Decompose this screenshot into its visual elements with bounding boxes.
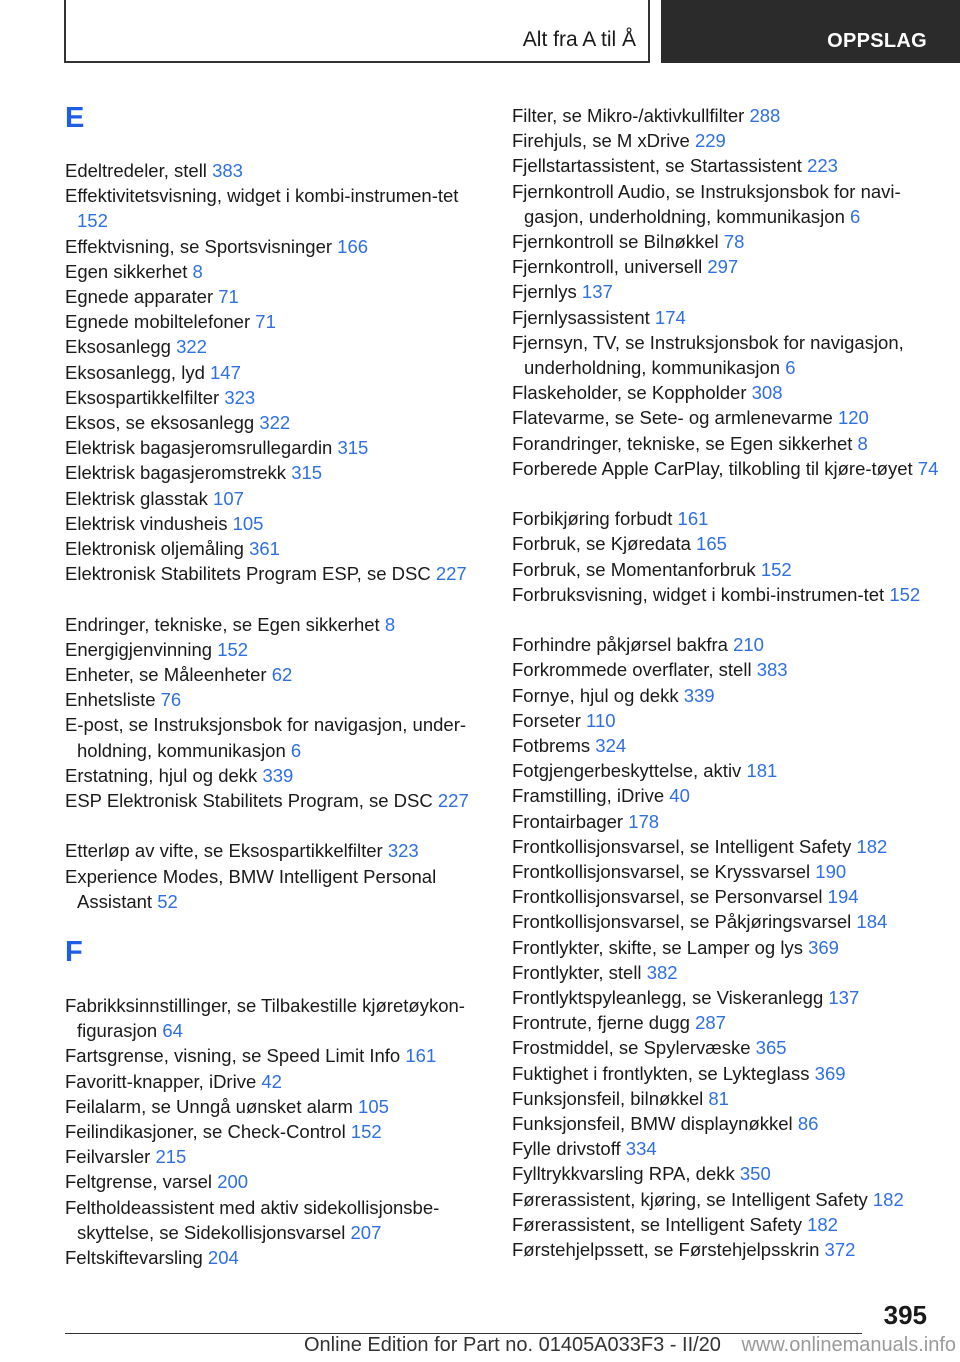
index-entry-text: Fjernkontroll se Bilnøkkel — [512, 231, 724, 252]
index-entry-text: ESP Elektronisk Stabilitets Program, se DSC — [65, 790, 438, 811]
index-entry-page-link[interactable]: 182 — [872, 1188, 904, 1210]
index-entry-text: Flatevarme, se Sete- og armlenevarme — [512, 407, 838, 429]
index-entry — [65, 1043, 492, 1068]
index-entry — [512, 985, 939, 1010]
index-entry-page-link[interactable]: 76 — [160, 689, 182, 711]
index-entry-text: Førstehjelpssett, se Førstehjelpsskrin — [512, 1239, 825, 1260]
index-entry-text: Erstatning, hjul og dekk — [65, 764, 263, 786]
index-entry — [512, 1061, 939, 1086]
index-entry-text: Funksjonsfeil, BMW displaynøkkel — [512, 1113, 798, 1134]
index-entry — [512, 1086, 939, 1111]
index-entry-text: Fylltrykkvarsling RPA, dekk — [512, 1163, 740, 1185]
index-entry-text: Edeltredeler, stell — [65, 160, 213, 181]
index-entry-page-link[interactable]: 81 — [708, 1087, 729, 1109]
index-entry — [512, 783, 939, 808]
index-entry-text: Favoritt-knapper, iDrive — [65, 1070, 262, 1092]
index-entry-text: Frontlykter, stell — [512, 961, 647, 983]
index-entry — [65, 864, 492, 914]
index-entry — [512, 456, 939, 481]
index-entry — [512, 229, 939, 254]
section-tab-label: OPPSLAG — [827, 30, 927, 52]
index-entry — [65, 662, 492, 687]
index-entry — [65, 1094, 492, 1119]
index-entry — [65, 838, 492, 863]
index-entry-page-link[interactable]: 71 — [255, 311, 276, 333]
index-entry — [65, 385, 492, 410]
index-entry-text: Fjellstartassistent, se Startassistent — [512, 155, 808, 177]
index-entry-page-link[interactable]: 161 — [677, 508, 709, 530]
index-entry — [512, 657, 939, 682]
section-letter-f: F — [65, 936, 83, 968]
index-entry-page-link[interactable]: 74 — [917, 457, 939, 479]
index-entry-text: Feltskiftevarsling — [65, 1247, 208, 1268]
index-entry-page-link[interactable]: 64 — [162, 1020, 183, 1042]
index-entry-page-link[interactable]: 166 — [337, 235, 369, 257]
index-entry — [512, 708, 939, 733]
footer-watermark: www.onlinemanuals.info — [741, 1334, 956, 1356]
index-entry-text: Flaskeholder, se Koppholder — [512, 382, 752, 404]
index-entry-page-link[interactable]: 181 — [746, 760, 778, 782]
index-entry-text: Forbruk, se Kjøredata — [512, 533, 697, 555]
index-entry-page-link[interactable]: 223 — [807, 155, 838, 177]
index-entry-text: Fjernlys — [512, 281, 582, 303]
index-entry — [512, 1010, 939, 1035]
index-entry — [65, 183, 492, 233]
index-entry — [512, 1035, 939, 1060]
index-entry-page-link[interactable]: 297 — [707, 256, 739, 278]
index-entry-text: Egnede apparater — [65, 286, 219, 307]
index-entry-page-link[interactable]: 288 — [749, 105, 781, 126]
index-entry-page-link[interactable]: 372 — [824, 1239, 856, 1260]
index-entry-page-link[interactable]: 71 — [218, 286, 239, 307]
index-entry — [512, 380, 939, 405]
index-entry — [512, 531, 939, 556]
index-entry — [512, 809, 939, 834]
index-entry-page-link[interactable]: 6 — [785, 357, 796, 378]
index-entry-text: Eksos, se eksosanlegg — [65, 412, 260, 433]
index-entry — [65, 993, 492, 1043]
index-entry-page-link[interactable]: 322 — [259, 412, 291, 433]
index-entry — [512, 1136, 939, 1161]
index-entry-page-link[interactable]: 120 — [837, 407, 869, 429]
index-entry-page-link[interactable]: 323 — [387, 840, 419, 862]
index-entry-text: Egen sikkerhet — [65, 260, 193, 282]
index-entry-page-link[interactable]: 152 — [760, 558, 792, 580]
index-entry — [512, 1212, 939, 1237]
index-entry-text: Elektrisk bagasjeromsrullegardin — [65, 437, 338, 459]
index-entry-page-link[interactable]: 229 — [694, 130, 726, 152]
index-entry-page-link[interactable]: 6 — [290, 739, 302, 761]
index-entry-page-link[interactable]: 178 — [628, 810, 660, 832]
index-entry — [512, 859, 939, 884]
index-entry-page-link[interactable]: 174 — [654, 306, 686, 328]
index-entry-text: Framstilling, iDrive — [512, 785, 670, 807]
header-title: Alt fra A til Å — [522, 28, 636, 51]
index-entry — [512, 506, 939, 531]
page-number: 395 — [883, 1300, 927, 1330]
index-entry — [512, 128, 939, 153]
index-entry — [512, 305, 939, 330]
index-entry-page-link[interactable]: 62 — [271, 664, 293, 685]
index-entry-text: Forhindre påkjørsel bakfra — [512, 634, 734, 656]
index-entry-text: Funksjonsfeil, bilnøkkel — [512, 1087, 709, 1109]
index-entry — [65, 536, 492, 561]
index-entry-page-link[interactable]: 152 — [350, 1121, 382, 1142]
index-entry — [65, 158, 492, 183]
index-entry-page-link[interactable]: 137 — [581, 281, 613, 303]
index-entry-text: Fornye, hjul og dekk — [512, 684, 684, 706]
index-entry-text: Eksosanlegg — [65, 336, 177, 358]
index-entry — [512, 834, 939, 859]
index-entry — [512, 884, 939, 909]
index-entry-page-link[interactable]: 40 — [669, 785, 690, 807]
index-entry-page-link[interactable]: 322 — [176, 336, 207, 358]
index-entry — [512, 330, 939, 380]
section-letter-e: E — [65, 102, 85, 134]
index-entry-text: Forbikjøring forbudt — [512, 508, 678, 530]
index-entry-page-link[interactable]: 207 — [350, 1221, 382, 1243]
index-entry — [512, 431, 939, 456]
index-entry — [65, 1169, 492, 1194]
index-entry-page-link[interactable]: 182 — [807, 1213, 838, 1235]
index-entry-page-link[interactable]: 383 — [756, 659, 788, 681]
index-entry-page-link[interactable]: 184 — [856, 911, 888, 933]
index-entry-page-link[interactable]: 152 — [77, 210, 108, 232]
index-entry-text: Forkrommede overflater, stell — [512, 659, 757, 681]
index-entry — [65, 511, 492, 536]
index-entry — [65, 1144, 492, 1169]
index-entry — [65, 486, 492, 511]
index-entry-page-link[interactable]: 52 — [157, 890, 178, 912]
index-entry-text: E-post, se Instruksjonsbok for navigasjon, under-holdning, kommunikasjon — [65, 714, 467, 761]
index-entry-text: Fabrikksinnstillinger, se Tilbakestille kjøretøykon-figurasjon — [65, 995, 465, 1042]
index-entry — [512, 632, 939, 657]
index-entry-text: Frontlyktspyleanlegg, se Viskeranlegg — [512, 987, 829, 1008]
index-entry — [512, 935, 939, 960]
index-entry-text: Forbruk, se Momentanforbruk — [512, 558, 761, 580]
index-entry — [512, 758, 939, 783]
index-entry-text: Feilindikasjoner, se Check-Control — [65, 1121, 351, 1142]
index-entry-text: Frontairbager — [512, 810, 629, 832]
index-entry-page-link[interactable]: 324 — [595, 735, 627, 756]
index-entry-page-link[interactable]: 86 — [797, 1113, 819, 1134]
index-entry — [65, 360, 492, 385]
index-entry-page-link[interactable]: 369 — [814, 1062, 846, 1084]
index-entry-text: Enheter, se Måleenheter — [65, 664, 272, 685]
index-entry-text: Enhetsliste — [65, 689, 161, 711]
index-entry-page-link[interactable]: 350 — [739, 1163, 771, 1185]
index-entry — [65, 1195, 492, 1245]
index-entry-page-link[interactable]: 334 — [625, 1138, 657, 1160]
index-entry-text: Frostmiddel, se Spylervæske — [512, 1037, 756, 1059]
index-entry — [65, 561, 492, 586]
index-entry-page-link[interactable]: 190 — [815, 861, 847, 882]
index-entry — [65, 712, 492, 762]
index-entry — [65, 788, 492, 813]
index-entry-page-link[interactable]: 383 — [212, 160, 243, 181]
index-entry-text: Fotgjengerbeskyttelse, aktiv — [512, 760, 747, 782]
index-entry-page-link[interactable]: 227 — [435, 563, 467, 585]
index-entry-text: Effektvisning, se Sportsvisninger — [65, 235, 338, 257]
index-entry-page-link[interactable]: 204 — [207, 1247, 239, 1268]
section-tab-oppslag[interactable] — [661, 0, 960, 63]
index-entry-page-link[interactable]: 339 — [262, 764, 294, 786]
index-entry-text: Fjernlysassistent — [512, 306, 655, 328]
index-entry — [512, 909, 939, 934]
index-entry-text: Forandringer, tekniske, se Egen sikkerhet — [512, 432, 858, 454]
index-entry-text: Feilvarsler — [65, 1146, 156, 1168]
index-entry-text: Forseter — [512, 709, 587, 731]
index-entry — [65, 1245, 492, 1270]
index-entry-text: Frontlykter, skifte, se Lamper og lys — [512, 936, 809, 958]
footer-edition-text: Online Edition for Part no. 01405A033F3 - II/20 — [304, 1334, 721, 1356]
index-entry-text: Førerassistent, kjøring, se Intelligent Safety — [512, 1188, 873, 1210]
index-entry-page-link[interactable]: 137 — [828, 987, 860, 1008]
index-entry — [512, 1111, 939, 1136]
index-entry-text: Frontkollisjonsvarsel, se Intelligent Safety — [512, 835, 857, 857]
index-entry-text: Elektronisk Stabilitets Program ESP, se DSC — [65, 563, 436, 585]
index-entry-page-link[interactable]: 6 — [850, 205, 861, 227]
index-entry-page-link[interactable]: 147 — [210, 361, 241, 383]
index-entry-text: Egnede mobiltelefoner — [65, 311, 256, 333]
index-entry-page-link[interactable]: 42 — [261, 1070, 282, 1092]
header-title-box — [64, 0, 650, 63]
index-entry — [512, 405, 939, 430]
index-entry — [65, 334, 492, 359]
index-entry — [65, 259, 492, 284]
index-entry-page-link[interactable]: 107 — [213, 487, 244, 509]
index-entry-page-link[interactable]: 78 — [723, 231, 745, 252]
index-entry-page-link[interactable]: 105 — [358, 1095, 389, 1117]
index-entry-text: Frontkollisjonsvarsel, se Personvarsel — [512, 886, 828, 908]
index-entry-page-link[interactable]: 382 — [646, 961, 678, 983]
index-entry — [65, 410, 492, 435]
index-entry-text: Feltholdeassistent med aktiv sidekollisjonsbe-skyttelse, se Sidekollisjonsvarsel — [65, 1196, 440, 1243]
index-entry-page-link[interactable]: 8 — [857, 432, 868, 454]
index-entry-text: Eksospartikkelfilter — [65, 386, 225, 408]
index-entry — [65, 435, 492, 460]
index-entry — [512, 254, 939, 279]
index-entry-text: Fjernsyn, TV, se Instruksjonsbok for navigasjon, underholdning, kommunikasjon — [512, 331, 904, 378]
index-entry-page-link[interactable]: 308 — [751, 382, 783, 404]
index-entry-page-link[interactable]: 165 — [696, 533, 727, 555]
index-entry-page-link[interactable]: 194 — [827, 886, 859, 908]
index-entry — [512, 733, 939, 758]
index-entry-page-link[interactable]: 365 — [755, 1037, 787, 1059]
index-entry — [65, 612, 492, 637]
index-entry-page-link[interactable]: 215 — [155, 1146, 187, 1168]
index-entry — [512, 153, 939, 178]
index-entry-text: Elektrisk vindusheis — [65, 512, 233, 534]
index-entry — [512, 1237, 939, 1262]
index-entry — [65, 1069, 492, 1094]
index-entry — [65, 1119, 492, 1144]
index-entry-text: Elektronisk oljemåling — [65, 538, 250, 559]
index-entry-text: Fartsgrense, visning, se Speed Limit Info — [65, 1045, 406, 1067]
index-entry — [512, 582, 939, 607]
index-entry-text: Etterløp av vifte, se Eksospartikkelfilter — [65, 840, 388, 862]
index-entry-text: Forberede Apple CarPlay, tilkobling til kjøre-tøyet — [512, 457, 918, 479]
index-entry-page-link[interactable]: 210 — [733, 634, 764, 656]
index-entry — [65, 309, 492, 334]
index-entry-page-link[interactable]: 8 — [192, 260, 203, 282]
index-entry-text: Effektivitetsvisning, widget i kombi-instrumen-tet — [65, 185, 459, 207]
index-entry-text: Fjernkontroll Audio, se Instruksjonsbok for navi-gasjon, underholdning, kommunikasjon — [512, 180, 901, 227]
index-entry-page-link[interactable]: 287 — [695, 1012, 726, 1034]
index-entry-text: Frontkollisjonsvarsel, se Kryssvarsel — [512, 861, 816, 882]
index-entry-text: Eksosanlegg, lyd — [65, 361, 211, 383]
index-entry — [512, 179, 939, 229]
index-entry-page-link[interactable]: 152 — [889, 583, 921, 605]
index-entry-text: Endringer, tekniske, se Egen sikkerhet — [65, 613, 385, 635]
index-entry-page-link[interactable]: 152 — [217, 638, 249, 660]
index-entry-page-link[interactable]: 361 — [249, 538, 280, 559]
index-entry — [512, 1161, 939, 1186]
index-entry-text: Frontrute, fjerne dugg — [512, 1012, 696, 1034]
index-entry-text: Feltgrense, varsel — [65, 1171, 218, 1193]
index-entry-text: Elektrisk glasstak — [65, 487, 214, 509]
index-entry — [65, 637, 492, 662]
index-entry-text: Fuktighet i frontlykten, se Lykteglass — [512, 1062, 815, 1084]
index-entry-page-link[interactable]: 8 — [384, 613, 396, 635]
index-entry-text: Elektrisk bagasjeromstrekk — [65, 462, 292, 484]
index-entry — [512, 683, 939, 708]
index-entry-text: Experience Modes, BMW Intelligent Personal Assistant — [65, 865, 437, 912]
index-entry-page-link[interactable]: 339 — [683, 684, 715, 706]
index-entry — [512, 279, 939, 304]
index-entry — [512, 557, 939, 582]
index-entry-page-link[interactable]: 369 — [808, 936, 839, 958]
index-entry-page-link[interactable]: 315 — [291, 462, 323, 484]
index-entry-text: Fylle drivstoff — [512, 1138, 626, 1160]
index-entry-page-link[interactable]: 161 — [405, 1045, 437, 1067]
index-entry-text: Filter, se Mikro-/aktivkullfilter — [512, 105, 750, 126]
index-entry-page-link[interactable]: 200 — [217, 1171, 249, 1193]
index-entry — [65, 687, 492, 712]
index-entry — [65, 460, 492, 485]
index-entry-text: Førerassistent, se Intelligent Safety — [512, 1213, 808, 1235]
index-entry — [512, 103, 939, 128]
index-entry-page-link[interactable]: 315 — [337, 437, 369, 459]
index-entry-text: Fjernkontroll, universell — [512, 256, 708, 278]
index-entry-text: Fotbrems — [512, 735, 596, 756]
index-entry — [512, 1187, 939, 1212]
index-entry-text: Frontkollisjonsvarsel, se Påkjøringsvarsel — [512, 911, 857, 933]
index-entry-page-link[interactable]: 182 — [856, 835, 888, 857]
index-entry-text: Firehjuls, se M xDrive — [512, 130, 695, 152]
index-entry — [65, 234, 492, 259]
index-entry-page-link[interactable]: 105 — [232, 512, 264, 534]
index-entry-page-link[interactable]: 227 — [437, 790, 469, 811]
index-entry — [512, 960, 939, 985]
index-entry-page-link[interactable]: 110 — [586, 709, 616, 731]
index-entry — [65, 763, 492, 788]
index-entry-text: Feilalarm, se Unngå uønsket alarm — [65, 1095, 359, 1117]
index-entry-page-link[interactable]: 323 — [224, 386, 256, 408]
index-entry — [65, 284, 492, 309]
index-entry-text: Energigjenvinning — [65, 638, 218, 660]
index-entry-text: Forbruksvisning, widget i kombi-instrumen-tet — [512, 583, 890, 605]
